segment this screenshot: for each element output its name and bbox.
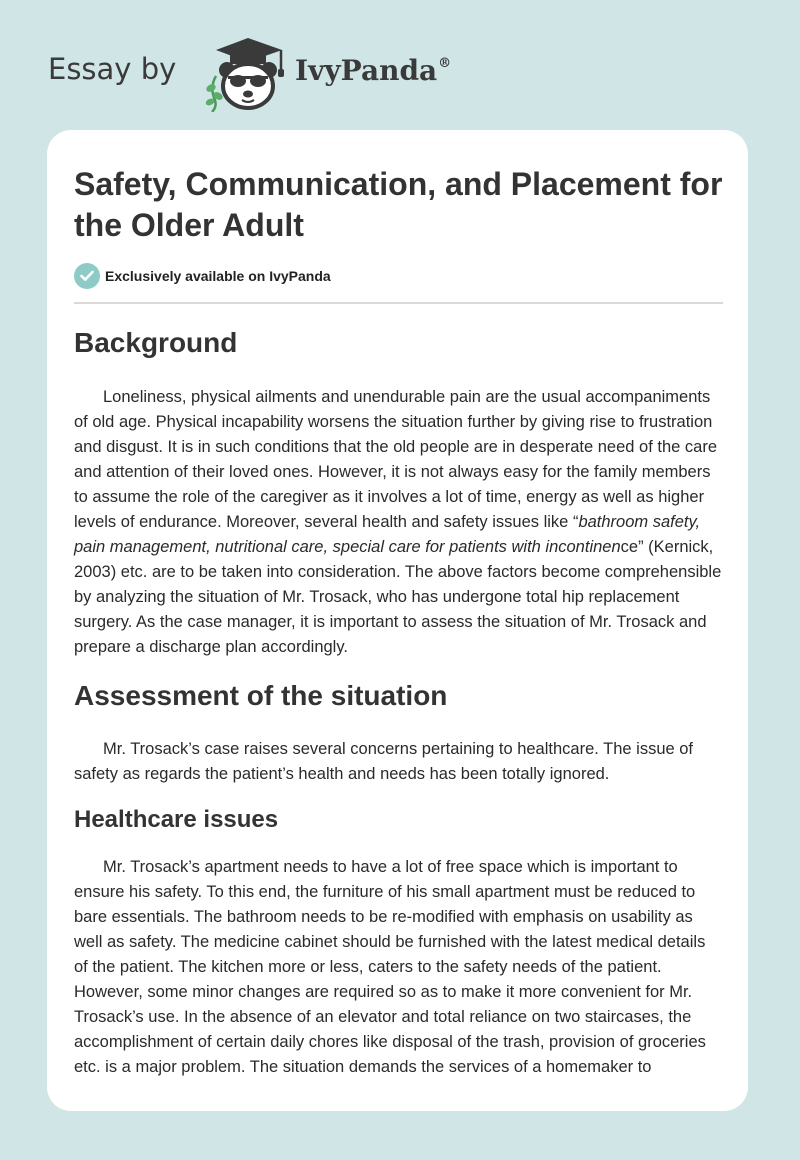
quote-text: bathroom safety, pain management, nutritional care, special care for patients with incontinen xyxy=(74,513,701,556)
paragraph-background: Loneliness, physical ailments and unendurable pain are the usual accompaniments of old age. Physical incapability worsens the situation further by giving rise to frustration and disgust. It is in such conditions that the old people are in desperate need of the care and attention of their loved ones. However, it is not always easy for the family members to assume the role of the caregiver as it involves a lot of time, energy as well as higher levels of endurance. Moreover, several health and safety issues like “bathroom safety, pain management, nutritional care, special care for patients with incontinence” (Kernick, 2003) etc. are to be taken into consideration. The above factors become comprehensible by analyzing the situation of Mr. Trosack, who has undergone total hip replacement surgery. As the case manager, it is important to assess the situation of Mr. Trosack and prepare a discharge plan accordingly. xyxy=(74,388,722,656)
paragraph-assessment: Mr. Trosack’s case raises several concerns pertaining to healthcare. The issue of safety as regards the patient’s health and needs has been totally ignored. xyxy=(74,740,694,783)
page-title: Safety, Communication, and Placement for the Older Adult xyxy=(74,166,723,243)
divider xyxy=(74,302,723,304)
article-card xyxy=(47,130,748,1111)
exclusive-label: Exclusively available on IvyPanda xyxy=(105,268,331,284)
paragraph-healthcare: Mr. Trosack’s apartment needs to have a lot of free space which is important to ensure his safety. To this end, the furniture of his small apartment must be reduced to bare essentials. The bathroom needs to be re-modified with emphasis on usability as well as safety. The medicine cabinet should be furnished with the latest medical details of the patient. The kitchen more or less, caters to the safety needs of the patient. However, some minor changes are required so as to make it more convenient for Mr. Trosack’s use. In the absence of an elevator and total reliance on two staircases, the accomplishment of certain daily chores like disposal of the trash, provision of groceries etc. is a major problem. The situation demands the services of a homemaker to xyxy=(74,858,706,1076)
heading-healthcare-issues: Healthcare issues xyxy=(74,806,279,833)
essay-by-label: Essay by xyxy=(48,52,177,86)
brand-name[interactable]: IvyPanda® xyxy=(295,54,452,87)
panda-graduate-icon[interactable] xyxy=(202,36,294,112)
heading-background: Background xyxy=(74,327,238,358)
registered-mark: ® xyxy=(438,56,452,71)
checkmark-icon xyxy=(74,263,100,289)
heading-assessment: Assessment of the situation xyxy=(74,680,448,711)
brand-header xyxy=(48,34,508,114)
exclusive-badge xyxy=(74,263,331,289)
